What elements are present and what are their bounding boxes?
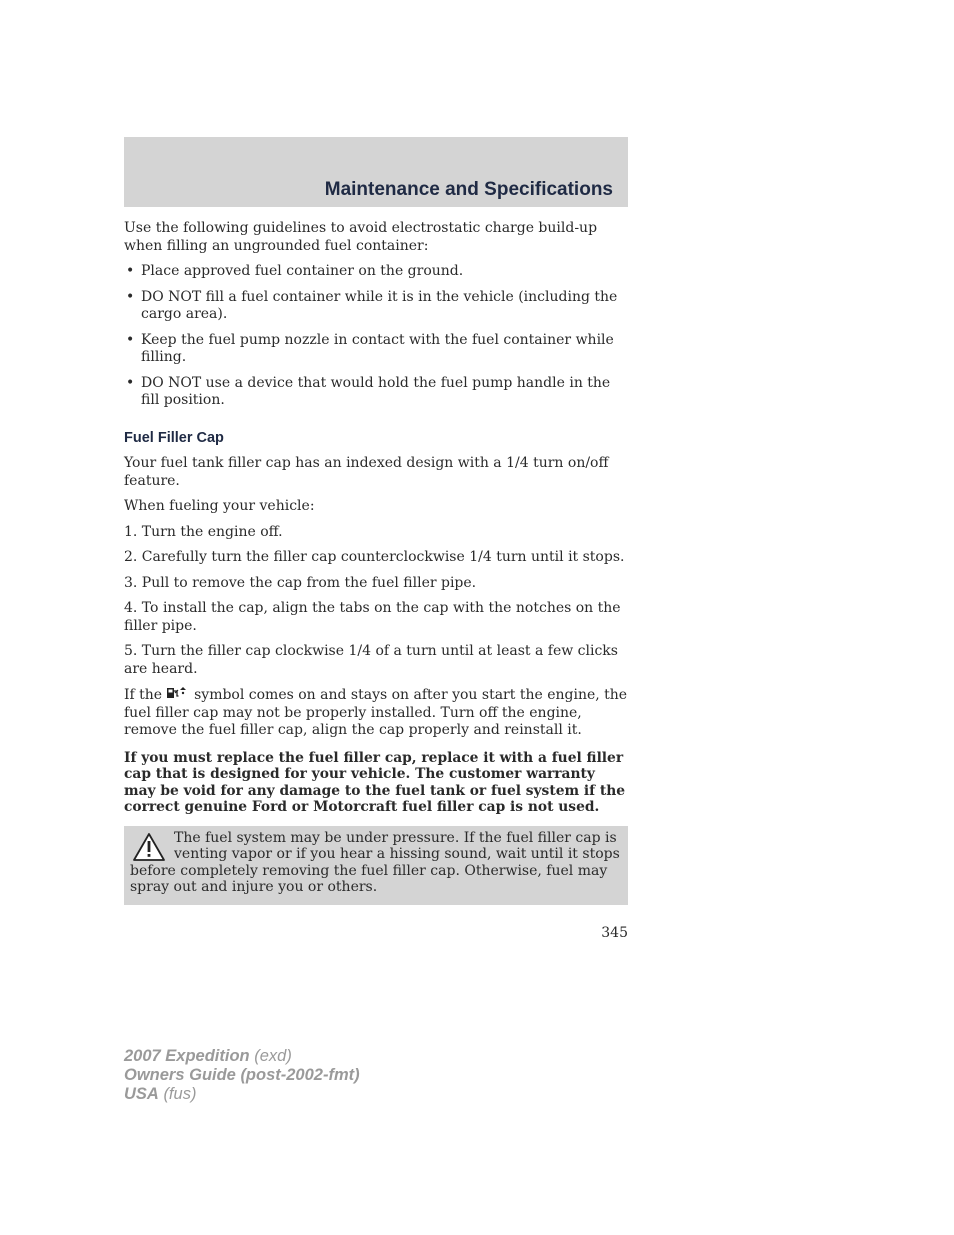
- check-fuel-cap-icon: [166, 686, 190, 700]
- warning-triangle-icon: [132, 832, 166, 862]
- footer-line: Owners Guide (post-2002-fmt): [124, 1066, 360, 1084]
- list-item: • DO NOT use a device that would hold the fuel pump handle in the fill position.: [126, 374, 611, 408]
- step-item: 1. Turn the engine off.: [124, 523, 283, 540]
- page-number: 345: [601, 925, 628, 941]
- document-footer: [124, 1047, 360, 1104]
- bullet-mark: •: [126, 331, 135, 348]
- guideline-list: [124, 263, 628, 410]
- warning-text: The fuel system may be under pressure. If the fuel filler cap is venting vapor or if you hear a hissing sound, wait until it stops before completely removing the fuel filler cap. Otherwise, fuel may spray out and injure you or others.: [130, 829, 620, 895]
- list-item: • Keep the fuel pump nozzle in contact with the fuel container while filling.: [126, 331, 614, 365]
- bullet-mark: •: [126, 263, 135, 279]
- warning-box: [124, 826, 628, 905]
- bullet-mark: •: [126, 288, 135, 305]
- symbol-paragraph: If the symbol comes on and stays on after you start the engine, the fuel filler cap may not be properly installed. Turn off the engine, remove the fuel filler cap, align the cap properly and reinstall it.: [124, 687, 628, 738]
- footer-line: 2007 Expedition (exd): [124, 1047, 292, 1065]
- step-item: 4. To install the cap, align the tabs on the cap with the notches on the filler pipe.: [124, 600, 621, 634]
- page-content: [124, 220, 628, 905]
- when-fueling-text: When fueling your vehicle:: [124, 498, 315, 514]
- bullet-mark: •: [126, 374, 135, 391]
- section-header-band: [124, 137, 628, 207]
- step-item: 5. Turn the filler cap clockwise 1/4 of a turn until at least a few clicks are heard.: [124, 643, 618, 677]
- warranty-note: If you must replace the fuel filler cap, replace it with a fuel filler cap that is designed for your vehicle. The customer warranty may be void for any damage to the fuel tank or fuel system if the correct genuine Ford or Motorcraft fuel filler cap is not used.: [124, 749, 626, 815]
- list-item: • Place approved fuel container on the ground.: [126, 263, 464, 279]
- footer-line: USA (fus): [124, 1085, 197, 1103]
- step-item: 3. Pull to remove the cap from the fuel filler pipe.: [124, 574, 477, 591]
- step-item: 2. Carefully turn the filler cap counterclockwise 1/4 turn until it stops.: [124, 549, 625, 565]
- cap-description: Your fuel tank filler cap has an indexed design with a 1/4 turn on/off feature.: [124, 455, 609, 489]
- list-item: • DO NOT fill a fuel container while it is in the vehicle (including the cargo area).: [126, 288, 618, 322]
- intro-paragraph: Use the following guidelines to avoid electrostatic charge build-up when filling an ungrounded fuel container:: [124, 220, 598, 254]
- section-title: Maintenance and Specifications: [324, 179, 613, 200]
- fuel-filler-cap-heading: Fuel Filler Cap: [124, 429, 224, 446]
